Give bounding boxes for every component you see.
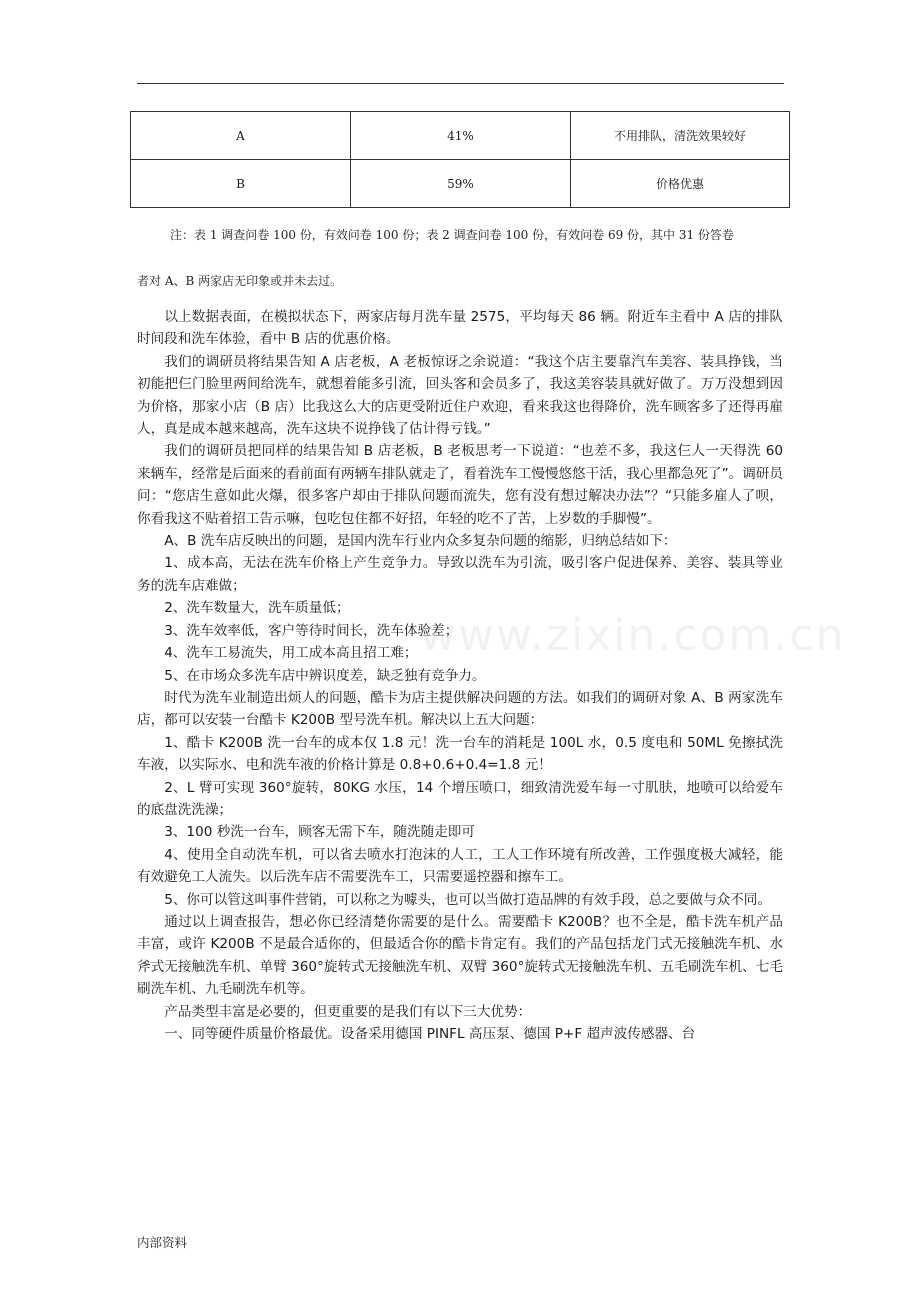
table-row xyxy=(131,112,790,160)
list-item: 3、洗车效率低，客户等待时间长，洗车体验差； xyxy=(164,622,459,639)
paragraph: 产品类型丰富是必要的，但更重要的是我们有以下三大优势： xyxy=(164,1003,532,1020)
store-cell: A xyxy=(131,112,351,160)
page-footer: 内部资料 xyxy=(137,1235,188,1250)
paragraph: 以上数据表面，在模拟状态下，两家店每月洗车量 2575，平均每天 86 辆。附近车主看中 A 店的排队时间段和洗车体验，看中 B 店的优惠价格。 xyxy=(137,309,783,348)
table-note-line-1: 注：表 1 调查问卷 100 份，有效问卷 100 份；表 2 调查问卷 100 份，有效问卷 69 份，其中 31 份答卷 xyxy=(170,228,734,242)
paragraph: 我们的调研员把同样的结果告知 B 店老板，B 老板思考一下说道：“也差不多，我这仨人一天得洗 60 来辆车，经常是后面来的看前面有两辆车排队就走了，看着洗车工慢慢悠悠干活，我心里都急死了”。调研员问：“您店生意如此火爆，很多客户却由于排队问题而流失，您有没有想过解决办法”？“只能多雇人了呗，你看我这不贴着招工告示嘛，包吃包住都不好招，年轻的吃不了苦，上岁数的手脚慢”。 xyxy=(137,443,783,527)
percent-cell: 41% xyxy=(351,112,571,160)
header-rule xyxy=(137,83,784,84)
store-cell: B xyxy=(131,160,351,208)
reason-cell: 不用排队，清洗效果较好 xyxy=(571,112,790,160)
list-item: 4、使用全自动洗车机，可以省去喷水打泡沫的人工，工人工作环境有所改善，工作强度极大减轻，能有效避免工人流失。以后洗车店不需要洗车工，只需要遥控器和擦车工。 xyxy=(137,846,783,886)
body-text xyxy=(137,306,783,1045)
list-item: 5、你可以管这叫事件营销，可以称之为噱头，也可以当做打造品牌的有效手段，总之要做与众不同。 xyxy=(164,891,771,908)
paragraph: 时代为洗车业制造出烦人的问题，酷卡为店主提供解决问题的方法。如我们的调研对象 A、B 两家洗车店，都可以安装一台酷卡 K200B 型号洗车机。解决以上五大问题： xyxy=(137,689,783,729)
paragraph: 我们的调研员将结果告知 A 店老板，A 老板惊讶之余说道：“我这个店主要靠汽车美容、装具挣钱，当初能把仨门脸里两间给洗车，就想着能多引流，回头客和会员多了，我这美容装具就好做了。万万没想到因为价格，那家小店（B 店）比我这么大的店更受附近住户欢迎，看来我这也得降价，洗车顾客多了还得再雇人，真是成本越来越高，洗车这块不说挣钱了估计得亏钱。” xyxy=(137,353,783,438)
list-item: 2、L 臂可实现 360°旋转，80KG 水压，14 个增压喷口，细致清洗爱车每一寸肌肤，地喷可以给爱车的底盘洗洗澡； xyxy=(137,779,783,818)
paragraph: 通过以上调查报告，想必你已经清楚你需要的是什么。需要酷卡 K200B？也不全是，酷卡洗车机产品丰富，或许 K200B 不是最合适你的，但最适合你的酷卡肯定有。我们的产品包括龙门式无接触洗车机、水斧式无接触洗车机、单臂 360°旋转式无接触洗车机、双臂 360°旋转式无接触洗车机、五毛刷洗车机、七毛刷洗车机、九毛刷洗车机等。 xyxy=(137,913,783,998)
list-item: 1、酷卡 K200B 洗一台车的成本仅 1.8 元！洗一台车的消耗是 100L 水，0.5 度电和 50ML 免擦拭洗车液，以实际水、电和洗车液的价格计算是 0.8+0.6+0.4=1.8 元！ xyxy=(137,734,783,774)
survey-table xyxy=(130,111,790,208)
list-item: 5、在市场众多洗车店中辨识度差，缺乏独有竞争力。 xyxy=(164,667,486,684)
table-note-line-2: 者对 A、B 两家店无印象或并未去过。 xyxy=(137,274,343,288)
paragraph: A、B 洗车店反映出的问题，是国内洗车行业内众多复杂问题的缩影，归纳总结如下： xyxy=(164,533,677,550)
reason-cell: 价格优惠 xyxy=(571,160,790,208)
watermark: www.zixin.com.cn xyxy=(420,610,846,661)
list-item: 4、洗车工易流失，用工成本高且招工难； xyxy=(164,645,418,662)
list-item: 3、100 秒洗一台车，顾客无需下车，随洗随走即可 xyxy=(164,824,475,841)
percent-cell: 59% xyxy=(351,160,571,208)
table-row xyxy=(131,160,790,208)
list-item: 1、成本高，无法在洗车价格上产生竞争力。导致以洗车为引流，吸引客户促进保养、美容、装具等业务的洗车店难做； xyxy=(137,555,783,594)
paragraph: 一、同等硬件质量价格最优。设备采用德国 PINFL 高压泵、德国 P+F 超声波传感器、台 xyxy=(164,1026,696,1042)
list-item: 2、洗车数量大，洗车质量低； xyxy=(164,600,350,617)
